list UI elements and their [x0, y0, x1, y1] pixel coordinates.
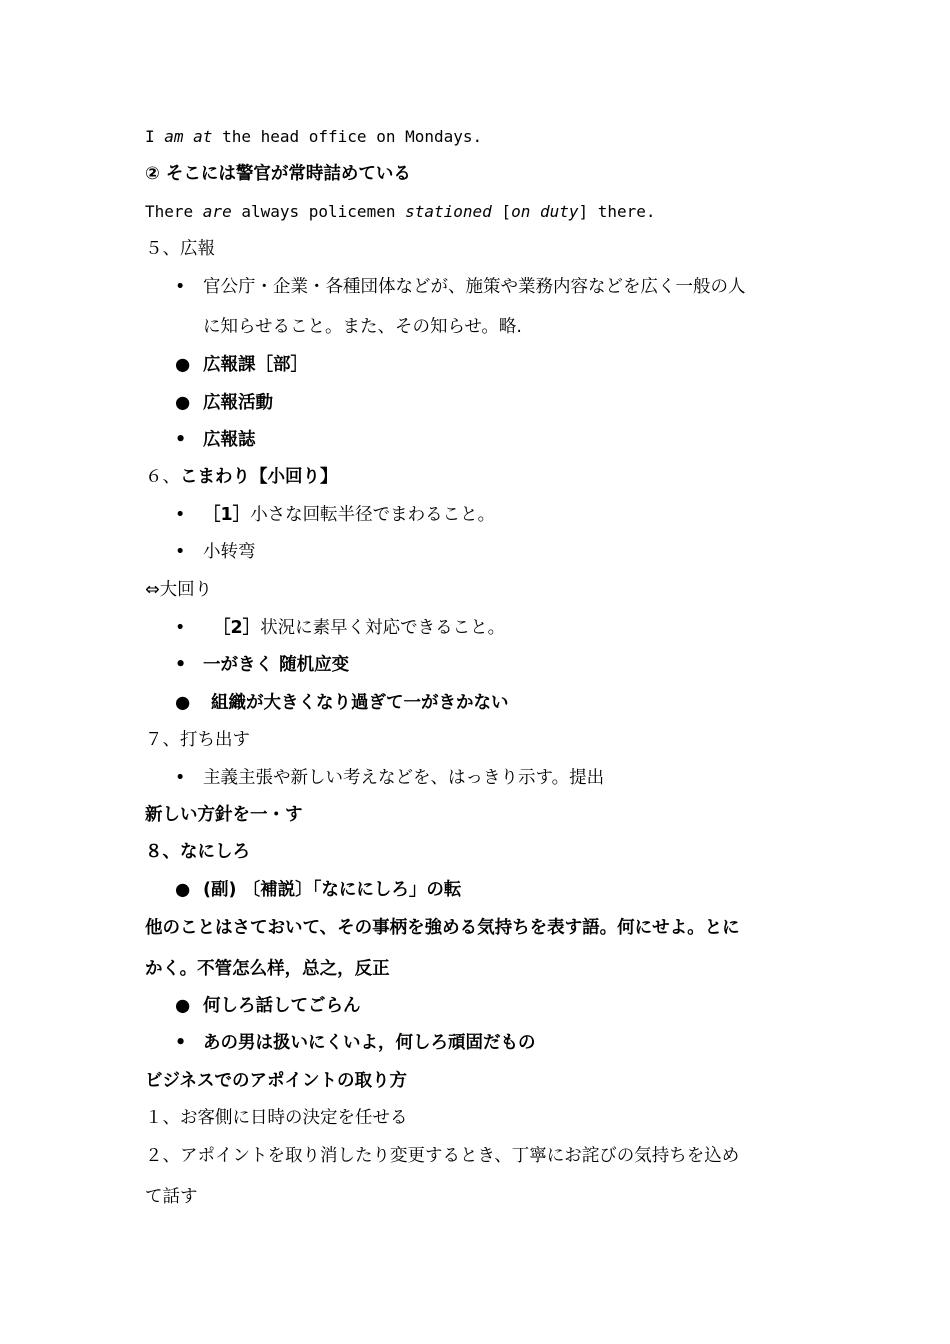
text-run: ] there.: [578, 202, 656, 221]
text-run: There: [145, 202, 203, 221]
list-item-text: 主義主張や新しい考えなどを、はっきり示す。提出: [203, 768, 605, 788]
section-7-heading: ７、打ち出す: [145, 730, 250, 750]
section-6-heading: [145, 466, 338, 488]
text-run: [: [491, 202, 512, 221]
list-item-text: あの男は扱いにくいよ，何しろ頑固だもの: [203, 1033, 536, 1053]
list-item-text: 何しろ話してごらん: [203, 996, 361, 1016]
bullet-icon: ●: [175, 996, 191, 1016]
list-item-text: 小转弯: [203, 542, 256, 562]
text-run-italic: are: [202, 202, 232, 221]
business-item-2-line-1: ２、アポイントを取り消したり変更するとき、丁寧にお詫びの気持ちを込め: [145, 1146, 740, 1166]
sense-text: 小さな回転半径でまわること。: [250, 505, 496, 525]
example-phrase: 新しい方針を一・す: [145, 805, 303, 825]
section-8-heading: ８、なにしろ: [145, 842, 250, 862]
text-run-italic: on duty: [511, 202, 579, 221]
sense-text: 状況に素早く対応できること。: [260, 618, 506, 638]
section-5-heading: ５、広報: [145, 239, 215, 259]
text-run-italic: am at: [164, 127, 213, 146]
text-run-italic: stationed: [405, 202, 492, 221]
example-sentence-en-1: [145, 126, 482, 148]
section-title: こまわり【小回り】: [180, 467, 338, 487]
list-item-text: 広報誌: [203, 430, 256, 450]
sense-number: ［2］: [213, 618, 261, 638]
business-item-1: １、お客側に日時の決定を任せる: [145, 1108, 408, 1128]
business-section-title: ビジネスでのアポイントの取り方: [145, 1071, 407, 1091]
bullet-icon: •: [175, 542, 186, 562]
opposite-word: ⇔大回り: [145, 580, 213, 600]
list-item-text: [203, 504, 495, 526]
bullet-icon: ●: [175, 693, 191, 713]
definition-text-line-1: 他のことはさておいて、その事柄を強める気持ちを表す語。何にせよ。とに: [145, 918, 740, 938]
bullet-icon: •: [175, 768, 186, 788]
business-item-2-line-2: て話す: [145, 1187, 198, 1207]
text-run: I: [145, 127, 165, 146]
list-item-text: 一がきく 随机应变: [203, 655, 350, 675]
list-item-text: 組織が大きくなり過ぎて一がきかない: [211, 693, 509, 713]
bullet-icon: ●: [175, 355, 191, 375]
list-item-text: (副) 〔補説〕「なににしろ」の転: [203, 880, 462, 900]
bullet-icon: •: [175, 430, 187, 450]
section-number: ６、: [145, 467, 180, 487]
sense-number: ［1］: [203, 505, 251, 525]
text-run: always policemen: [231, 202, 406, 221]
bullet-icon: •: [175, 618, 186, 638]
list-item-text: に知らせること。また、その知らせ。略.: [203, 317, 522, 337]
example-sentence-en-2: [145, 201, 656, 223]
list-item-text: 官公庁・企業・各種団体などが、施策や業務内容などを広く一般の人: [203, 277, 746, 297]
bullet-icon: •: [175, 1033, 187, 1053]
example-sentence-jp-2: ② そこには警官が常時詰めている: [145, 164, 411, 184]
list-item-text: 広報課［部］: [203, 355, 308, 375]
list-item-text: 広報活動: [203, 393, 273, 413]
bullet-icon: ●: [175, 880, 191, 900]
definition-text-line-2: かく。不管怎么样，总之，反正: [145, 959, 390, 979]
bullet-icon: ●: [175, 393, 191, 413]
bullet-icon: •: [175, 505, 186, 525]
text-run: the head office on Mondays.: [212, 127, 483, 146]
list-item-text: [213, 617, 505, 639]
bullet-icon: •: [175, 655, 187, 675]
bullet-icon: •: [175, 277, 186, 297]
